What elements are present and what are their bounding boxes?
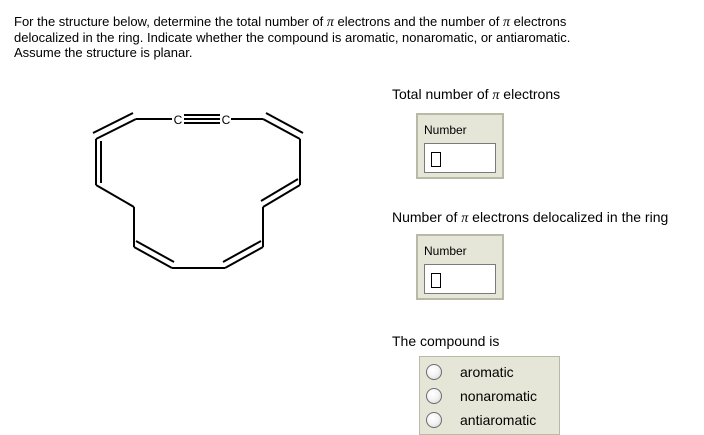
radio-button-icon[interactable] (426, 388, 442, 404)
delocalized-pi-input[interactable] (424, 264, 496, 294)
cyclododecapentaenyne-structure (80, 95, 320, 280)
question-line-1: For the structure below, determine the total number of π electrons and the number of π electrons (14, 14, 567, 30)
bond-single (96, 185, 134, 207)
total-pi-answer-box (416, 113, 504, 179)
pi-symbol: π (461, 211, 469, 226)
delocalized-pi-label: Number of π electrons delocalized in the ring (392, 209, 669, 226)
option-aromatic[interactable] (426, 361, 556, 383)
number-label: Number (424, 244, 467, 258)
delocalized-pi-answer-box (416, 234, 504, 300)
compound-label: The compound is (392, 333, 500, 349)
question-text (14, 14, 694, 60)
option-label: nonaromatic (460, 388, 538, 404)
option-nonaromatic[interactable] (426, 385, 556, 407)
question-line-3: Assume the structure is planar. (14, 45, 193, 60)
radio-button-icon[interactable] (426, 412, 442, 428)
option-antiaromatic[interactable] (426, 409, 556, 431)
number-label: Number (424, 123, 467, 137)
total-pi-input[interactable] (424, 143, 496, 173)
option-label: antiaromatic (460, 412, 537, 428)
total-pi-label: Total number of π electrons (392, 86, 561, 103)
option-label: aromatic (460, 364, 514, 380)
pi-symbol: π (492, 88, 500, 103)
compound-choice-group (419, 356, 560, 435)
atom-carbon-left: C (173, 113, 183, 127)
atom-carbon-right: C (221, 113, 231, 127)
pi-symbol: π (326, 15, 334, 30)
pi-symbol: π (503, 15, 511, 30)
question-line-2: delocalized in the ring. Indicate whether the compound is aromatic, nonaromatic, or antiaromatic. (14, 30, 571, 45)
radio-button-icon[interactable] (426, 364, 442, 380)
